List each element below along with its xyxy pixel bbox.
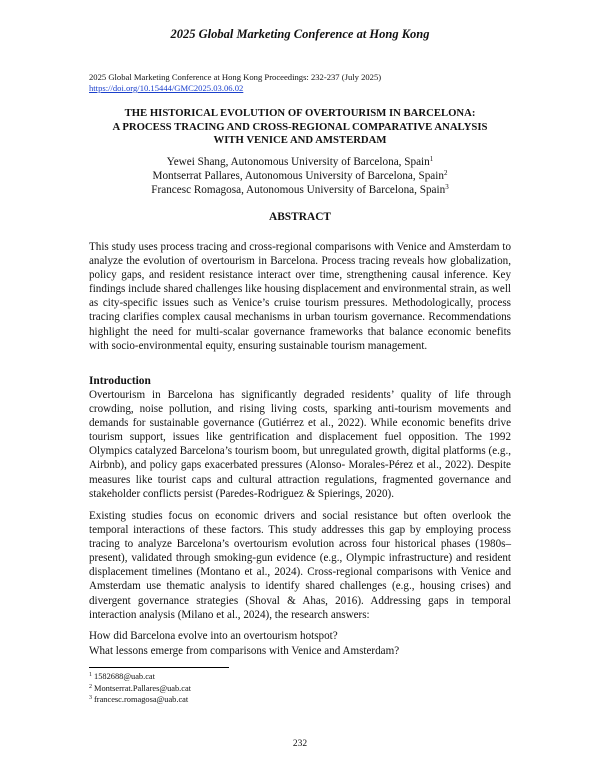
doi-link[interactable]: https://doi.org/10.15444/GMC2025.03.06.02 [89,83,244,93]
footnote-mark: 1 [429,155,434,163]
author-line [60,183,540,197]
paper-title [60,107,540,148]
footnote-mark: 3 [445,183,449,191]
footnote [89,694,191,706]
footnotes [89,671,191,706]
footnote-mark: 1 [89,672,92,678]
intro-paragraph: Overtourism in Barcelona has significantly degraded residents’ quality of life through crowding, noise pollution, and rising living costs, sparking anti-tourism movements and demands for sustainable governance (Gutiérrez et al., 2022). While economic benefits drive tourism support, issues like gentrification and displacement fuel opposition. The 1992 Olympics catalyzed Barcelona’s tourism boom, but unregulated growth, digital platforms (e.g., Airbnb), and policy gaps exacerbated pressures (Alonso- Morales-Pérez et al., 2022). Despite measures like tourist caps and cultural attraction regulations, fragmented governance and stakeholder conflicts persist (Paredes-Rodriguez & Spierings, 2020). [89,389,511,500]
research-question: How did Barcelona evolve into an overtourism hotspot? [89,630,338,642]
footnote [89,683,191,695]
footnote-email: Montserrat.Pallares@uab.cat [94,683,192,693]
running-header: 2025 Global Marketing Conference at Hong Kong [170,27,430,41]
author-line [60,155,540,169]
author-name: Montserrat Pallares, Autonomous University of Barcelona, Spain [152,170,444,182]
title-line: A PROCESS TRACING AND CROSS-REGIONAL COMPARATIVE ANALYSIS [112,120,488,133]
footnote-mark: 2 [443,169,448,177]
footnote-divider [89,667,229,668]
footnote [89,671,191,683]
author-name: Yewei Shang, Autonomous University of Barcelona, Spain [166,156,430,168]
abstract-heading: ABSTRACT [268,211,332,223]
title-line: WITH VENICE AND AMSTERDAM [213,134,387,147]
abstract-text: This study uses process tracing and cross-regional comparisons with Venice and Amsterdam to analyze the evolution of overtourism in Barcelona. Process tracing reveals how globalization, policy gaps, and resident resistance interact over time, strengthening causal inference. Key findings include shared challenges like housing displacement and environmental strain, as well as city-specific issues such as Venice’s cruise tourism pressures. Methodologically, process tracing clarifies complex causal mechanisms in urban tourism governance. Recommendations highlight the need for multi-scalar governance frameworks that balance economic benefits with socio-environmental equity, ensuring sustainable tourism management. [89,241,511,352]
footnote-mark: 3 [89,695,92,701]
intro-paragraph: Existing studies focus on economic drivers and social resistance but often overlook the temporal interactions of these factors. This study addresses this gap by employing process tracing to analyze Barcelona’s overtourism evolution across four historical phases (1980s–present), validated through smoking-gun evidence (e.g., Olympic infrastructure) and resident displacement timelines (Montano et al., 2024). Cross-regional comparisons with Venice and Amsterdam use thematic analysis to identify shared challenges (e.g., housing crises) and divergent governance strategies (Shoval & Ahas, 2016). Addressing gaps in temporal interaction analysis (Milano et al., 2024), the research answers: [89,510,511,621]
author-name: Francesc Romagosa, Autonomous University of Barcelona, Spain [151,184,446,196]
introduction-heading: Introduction [89,375,151,387]
page-number: 232 [292,739,308,749]
footnote-mark: 2 [89,683,92,690]
research-question: What lessons emerge from comparisons with Venice and Amsterdam? [89,645,400,657]
title-line: THE HISTORICAL EVOLUTION OF OVERTOURISM IN BARCELONA: [124,107,476,119]
author-list [60,155,540,197]
footnote-email: francesc.romagosa@uab.cat [94,695,189,704]
proceedings-citation: 2025 Global Marketing Conference at Hong Kong Proceedings: 232-237 (July 2025) [89,72,382,82]
author-line [60,169,540,183]
proceedings-info [89,72,381,94]
footnote-email: 1582688@uab.cat [94,672,155,681]
